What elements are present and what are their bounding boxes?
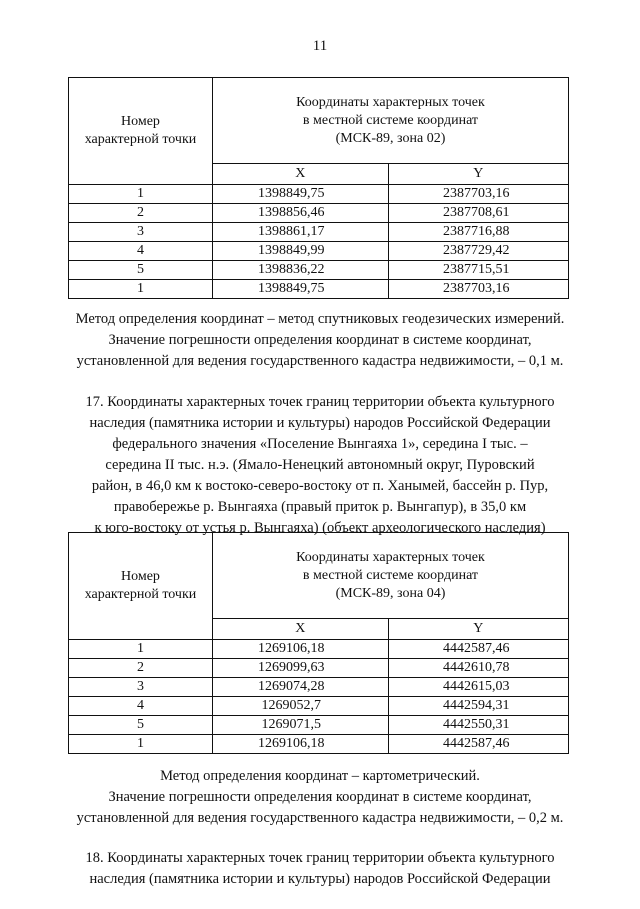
header-number-line: Номер: [121, 114, 160, 129]
section-18-heading: [0, 848, 640, 890]
method-note-2: [0, 766, 640, 829]
coord-y: 4442587,46: [388, 640, 568, 659]
method-line: установленной для ведения государственного кадастра недвижимости, – 0,2 м.: [76, 810, 564, 826]
section-line: 18. Координаты характерных точек границ территории объекта культурного: [85, 850, 555, 866]
coord-y: 4442594,31: [388, 697, 568, 716]
coord-y: 4442610,78: [388, 659, 568, 678]
header-number-line: характерной точки: [84, 132, 197, 147]
point-number: 4: [69, 697, 213, 716]
coord-y: 4442587,46: [388, 735, 568, 754]
coord-y: 4442550,31: [388, 716, 568, 735]
header-system-line: (МСК-89, зона 04): [335, 585, 446, 601]
table-row: [69, 678, 569, 697]
header-number-line: Номер: [121, 569, 160, 584]
coord-y: 2387729,42: [388, 242, 568, 261]
header-x: X: [212, 164, 388, 185]
table-row: [69, 735, 569, 754]
header-y: Y: [388, 164, 568, 185]
point-number: 1: [69, 280, 213, 299]
section-line: правобережье р. Вынгаяха (правый приток р. Вынгапур), в 35,0 км: [113, 499, 527, 515]
coord-x: 1398849,75: [212, 185, 388, 204]
point-number: 5: [69, 261, 213, 280]
coord-y: 2387708,61: [388, 204, 568, 223]
point-number: 1: [69, 735, 213, 754]
coord-x: 1398836,22: [212, 261, 388, 280]
header-point-number: [69, 533, 213, 640]
coord-x: 1269106,18: [212, 735, 388, 754]
coord-y: 4442615,03: [388, 678, 568, 697]
section-line: наследия (памятника истории и культуры) народов Российской Федерации: [89, 871, 551, 887]
coord-x: 1398856,46: [212, 204, 388, 223]
point-number: 2: [69, 204, 213, 223]
header-system-line: Координаты характерных точек: [296, 94, 485, 110]
coordinates-table-2: [68, 532, 569, 754]
table-row: [69, 716, 569, 735]
coord-y: 2387703,16: [388, 185, 568, 204]
section-line: к юго-востоку от устья р. Вынгаяха) (объект археологического наследия): [94, 520, 546, 536]
table-row: [69, 242, 569, 261]
point-number: 3: [69, 223, 213, 242]
coord-x: 1269052,7: [212, 697, 388, 716]
coord-y: 2387715,51: [388, 261, 568, 280]
header-system-line: в местной системе координат: [302, 112, 479, 128]
method-line: Значение погрешности определения координат в системе координат,: [108, 789, 532, 805]
method-line: установленной для ведения государственного кадастра недвижимости, – 0,1 м.: [76, 353, 564, 369]
point-number: 2: [69, 659, 213, 678]
header-system-line: в местной системе координат: [302, 567, 479, 583]
section-line: федерального значения «Поселение Вынгаяха 1», середина I тыс. –: [112, 436, 528, 452]
coord-x: 1269071,5: [212, 716, 388, 735]
point-number: 3: [69, 678, 213, 697]
section-17-heading: [0, 392, 640, 539]
coord-x: 1269074,28: [212, 678, 388, 697]
table-row: [69, 659, 569, 678]
table-row: [69, 204, 569, 223]
table-row: [69, 640, 569, 659]
header-x: X: [212, 619, 388, 640]
section-line: район, в 46,0 км к востоко-северо-востоку от п. Ханымей, бассейн р. Пур,: [91, 478, 549, 494]
section-line: наследия (памятника истории и культуры) народов Российской Федерации: [89, 415, 551, 431]
table-row: [69, 280, 569, 299]
coord-x: 1398861,17: [212, 223, 388, 242]
table-row: [69, 223, 569, 242]
point-number: 5: [69, 716, 213, 735]
table-row: [69, 185, 569, 204]
coord-y: 2387716,88: [388, 223, 568, 242]
method-line: Метод определения координат – картометрический.: [160, 768, 480, 784]
header-system-line: (МСК-89, зона 02): [335, 130, 446, 146]
section-line: 17. Координаты характерных точек границ территории объекта культурного: [85, 394, 555, 410]
header-point-number: [69, 78, 213, 185]
table-row: [69, 697, 569, 716]
point-number: 1: [69, 640, 213, 659]
method-note-1: [0, 309, 640, 372]
coord-x: 1269106,18: [212, 640, 388, 659]
coordinates-table-1: [68, 77, 569, 299]
method-line: Метод определения координат – метод спутниковых геодезических измерений.: [75, 311, 565, 327]
table-row: [69, 261, 569, 280]
header-coordinate-system: [212, 533, 568, 619]
point-number: 1: [69, 185, 213, 204]
point-number: 4: [69, 242, 213, 261]
header-number-line: характерной точки: [84, 587, 197, 602]
header-y: Y: [388, 619, 568, 640]
header-coordinate-system: [212, 78, 568, 164]
coord-y: 2387703,16: [388, 280, 568, 299]
header-system-line: Координаты характерных точек: [296, 549, 485, 565]
coord-x: 1269099,63: [212, 659, 388, 678]
coord-x: 1398849,75: [212, 280, 388, 299]
page-number: 11: [312, 38, 328, 54]
section-line: середина II тыс. н.э. (Ямало-Ненецкий автономный округ, Пуровский: [105, 457, 535, 473]
method-line: Значение погрешности определения координат в системе координат,: [108, 332, 532, 348]
coord-x: 1398849,99: [212, 242, 388, 261]
